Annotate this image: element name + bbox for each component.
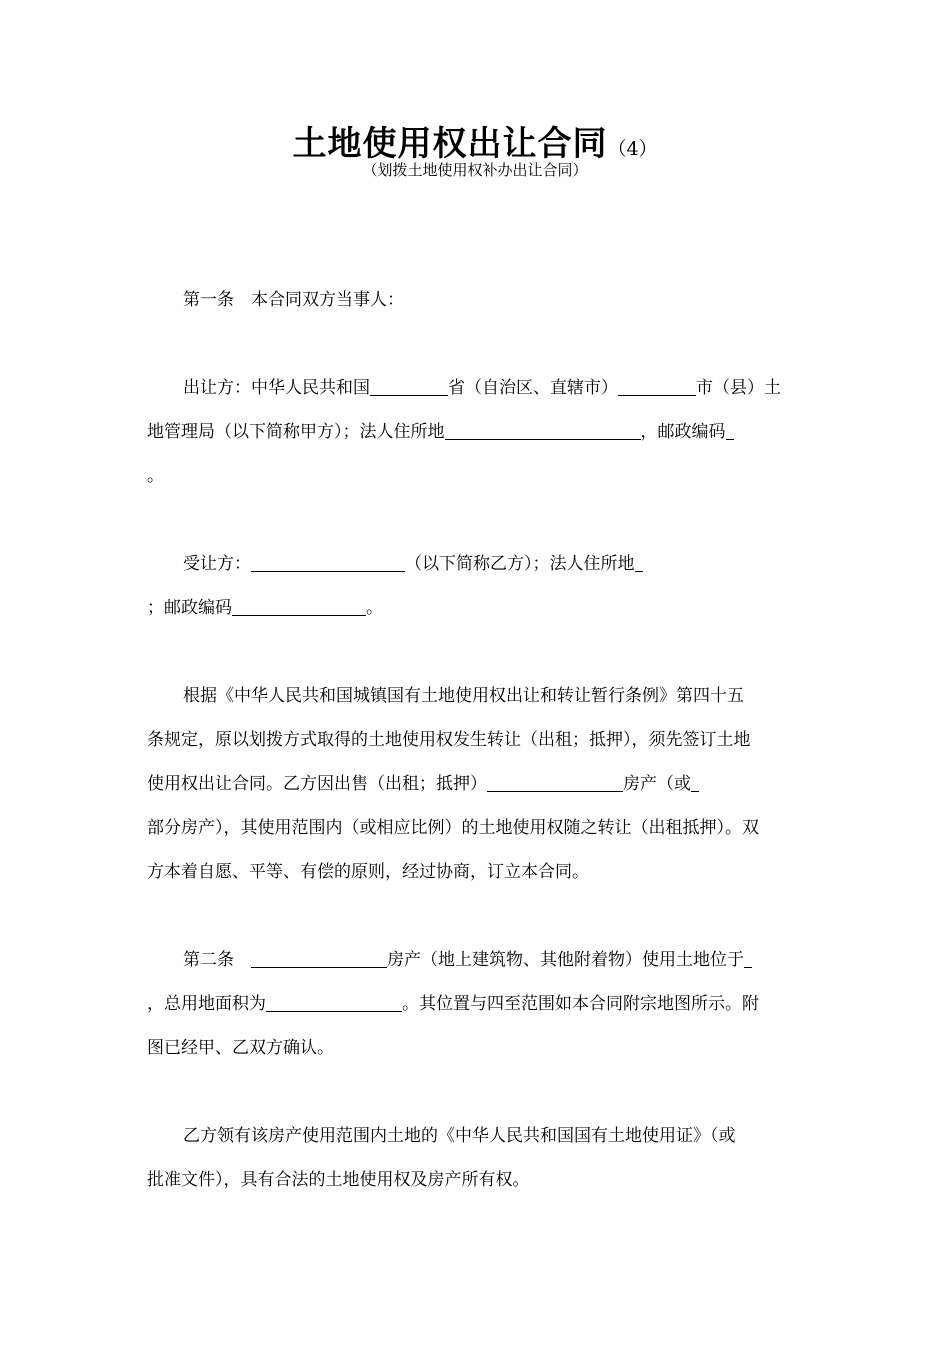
article-2-text-1a: 第二条 [183,950,251,970]
transferee-name-blank [251,553,405,572]
article-2-paragraph [147,938,807,1070]
transferor-postcode-blank [726,421,734,440]
transferor-line-3: 。 [147,466,164,486]
article-2-text-1b: 房产（地上建筑物、其他附着物）使用土地位于 [387,950,744,970]
transferor-text-1b: 省（自治区、直辖市） [448,378,618,398]
basis-line-2: 条规定，原以划拨方式取得的土地使用权发生转让（出租；抵押），须先签订土地 [147,730,751,750]
transferor-line-2 [147,410,807,454]
transferor-text-2b: ，邮政编码 [640,422,726,442]
basis-text-3b: 房产（或 [623,774,691,794]
certificate-line-1: 乙方领有该房产使用范围内土地的《中华人民共和国国有土地使用证》（或 [183,1126,736,1146]
document-subtitle: （划拨土地使用权补办出让合同） [362,161,588,179]
basis-line-3 [147,762,807,806]
basis-line-1: 根据《中华人民共和国城镇国有土地使用权出让和转让暂行条例》第四十五 [183,686,744,706]
transferee-text-2b: 。 [366,598,383,618]
area-blank [266,993,402,1012]
transferee-line-1 [147,542,807,586]
article-1-heading-text: 第一条 本合同双方当事人： [183,290,404,310]
title-main: 土地使用权出让合同 [292,124,608,164]
certificate-paragraph [147,1114,807,1202]
article-1-heading [147,278,807,322]
article-2-line-1 [147,938,807,982]
basis-line-5: 方本着自愿、平等、有偿的原则，经过协商，订立本合同。 [147,862,589,882]
basis-text-3a: 使用权出让合同。乙方因出售（出租；抵押） [147,774,487,794]
property-tail-blank [691,773,699,792]
transferee-paragraph [147,542,807,630]
transferee-postcode-blank [232,597,366,616]
transferee-line-2 [147,586,807,630]
article-2-line-3: 图已经甲、乙双方确认。 [147,1038,334,1058]
certificate-line-2: 批准文件），具有合法的土地使用权及房产所有权。 [147,1170,530,1190]
transferee-text-2a: ；邮政编码 [147,598,232,618]
transferor-paragraph [147,366,807,498]
transferor-text-1a: 出让方：中华人民共和国 [183,378,370,398]
property-blank [487,773,623,792]
transferee-text-1a: 受让方： [183,554,251,574]
transferor-line-1 [147,366,807,410]
document-title [0,116,950,165]
article-2-line-2 [147,982,807,1026]
article-2-text-2a: ，总用地面积为 [147,994,266,1014]
transferor-address-blank [445,421,641,440]
city-blank [618,377,696,396]
transferor-text-1c: 市（县）土 [696,378,781,398]
article-2-text-2b: 。其位置与四至范围如本合同附宗地图所示。附 [402,994,759,1014]
transferee-text-1b: （以下简称乙方）；法人住所地 [405,554,635,574]
transferor-text-2a: 地管理局（以下简称甲方）；法人住所地 [147,422,445,442]
transferee-address-blank [635,553,643,572]
title-number: （4） [607,138,658,160]
basis-paragraph [147,674,807,894]
location-blank [744,949,752,968]
province-blank [370,377,448,396]
article-2-property-blank [251,949,387,968]
basis-line-4: 部分房产），其使用范围内（或相应比例）的土地使用权随之转让（出租抵押）。双 [147,818,759,838]
